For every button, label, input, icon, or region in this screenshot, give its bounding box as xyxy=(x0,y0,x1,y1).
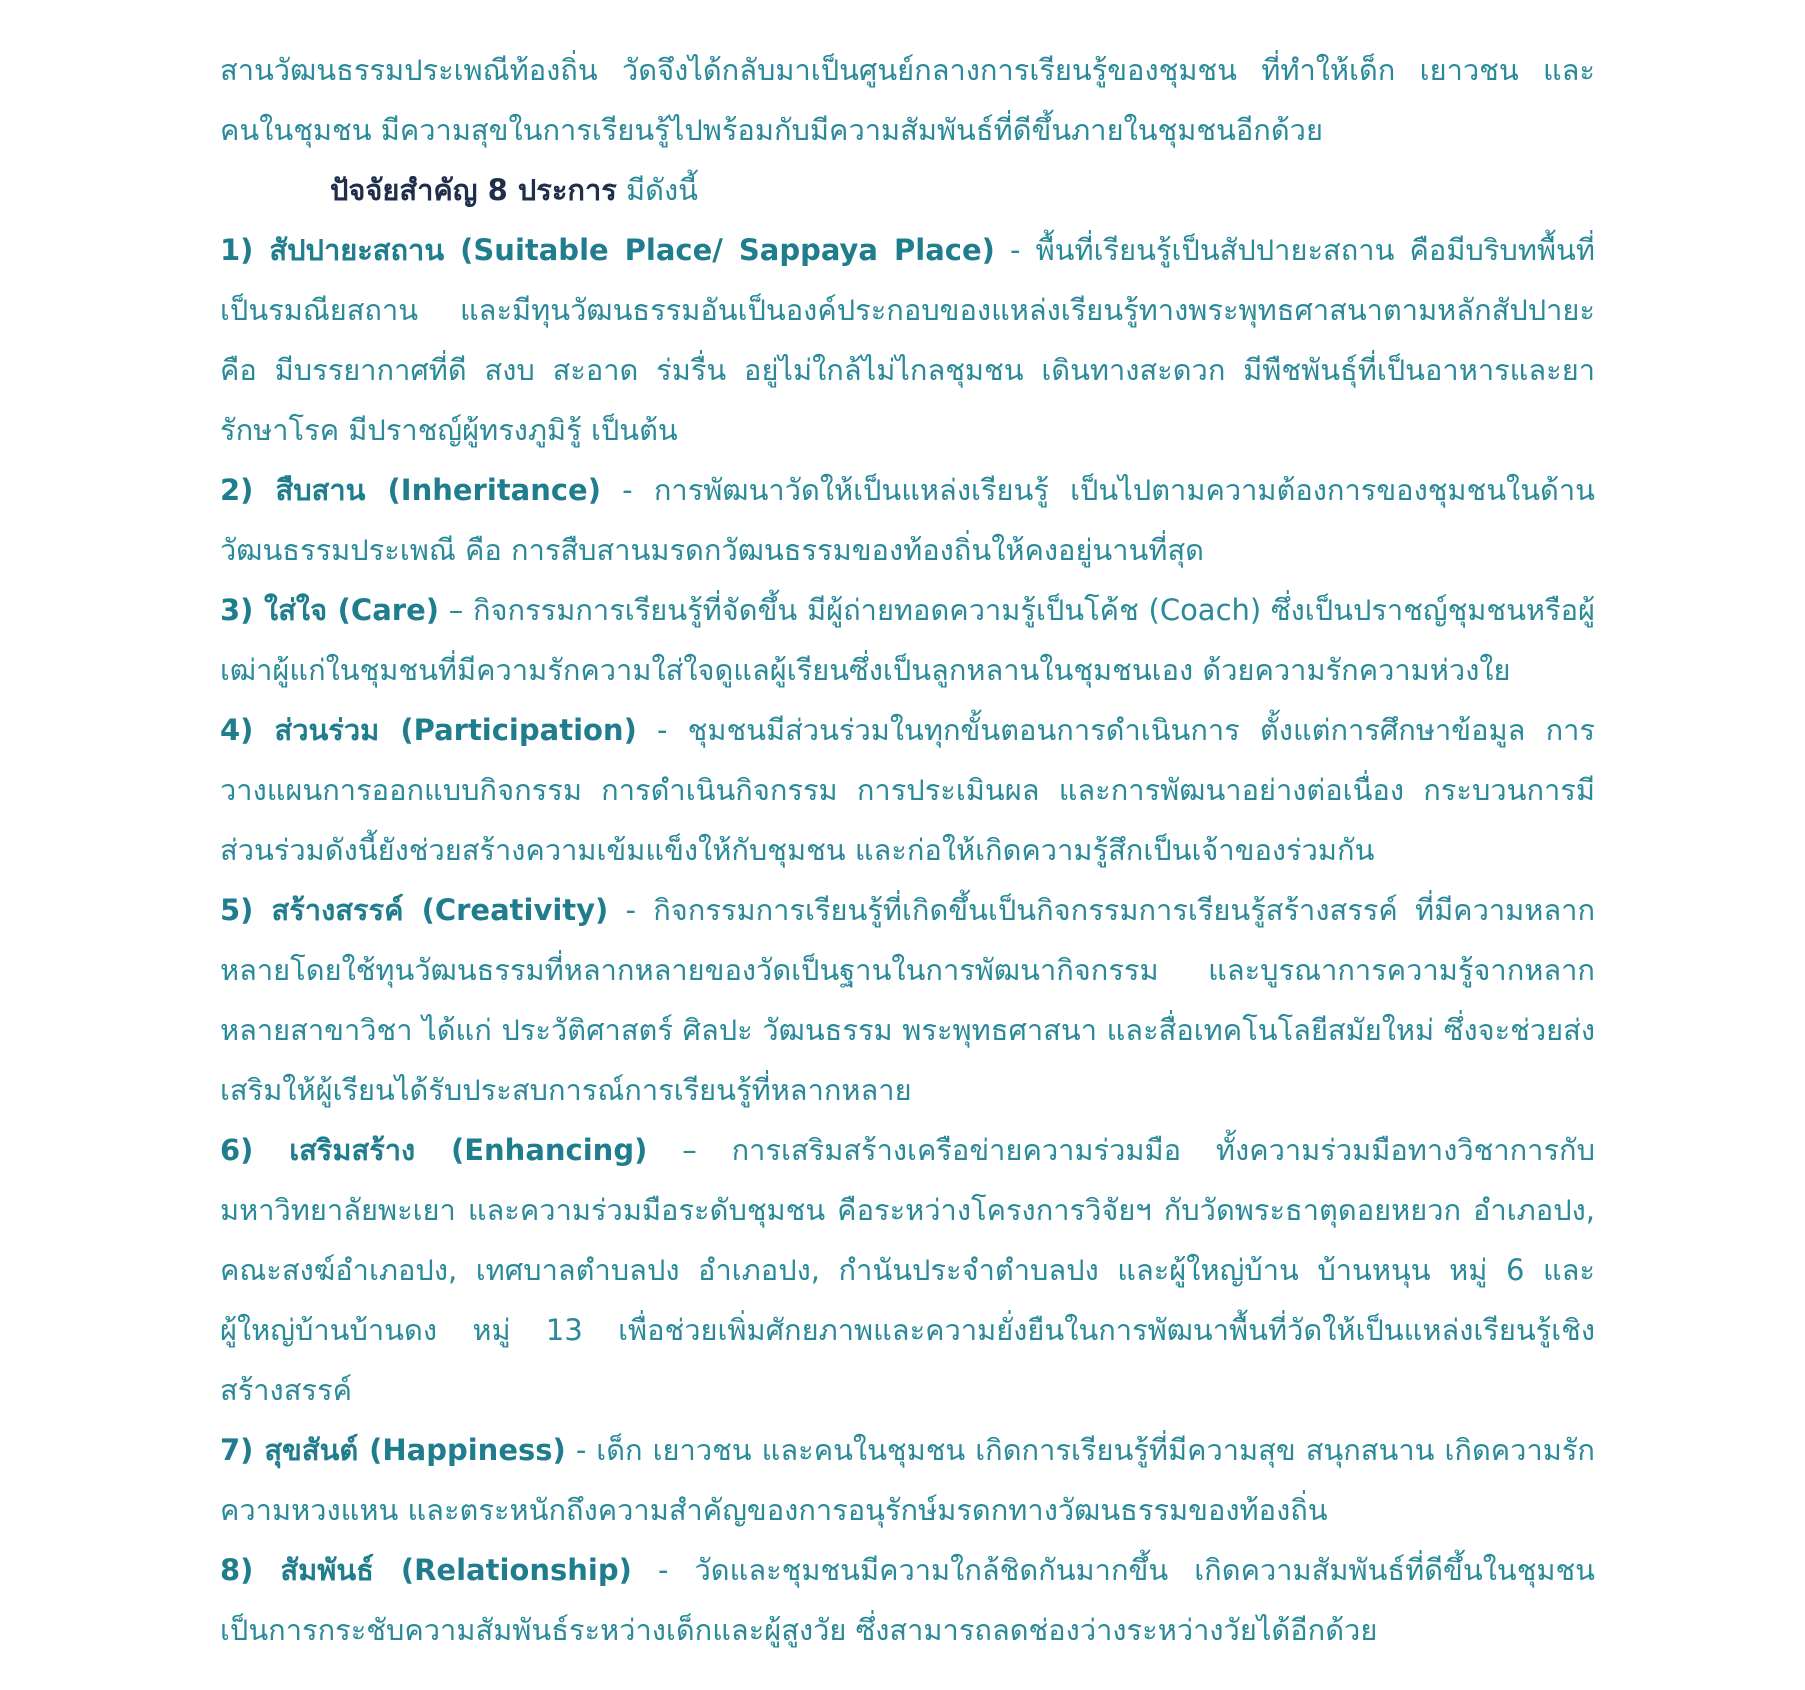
document-page xyxy=(220,40,1595,1660)
factors-heading-rest: มีดังนี้ xyxy=(616,173,698,207)
factor-6-body: – การเสริมสร้างเครือข่ายความร่วมมือ ทั้งความร่วมมือทางวิชาการกับมหาวิทยาลัยพะเยา และความร่วมมือระดับชุมชน คือระหว่างโครงการวิจัยฯ กับวัดพระธาตุดอยหยวก อำเภอปง, คณะสงฆ์อำเภอปง, เทศบาลตำบลปง อำเภอปง, กำนันประจำตำบลปง และผู้ใหญ่บ้าน บ้านหนุน หมู่ 6 และผู้ใหญ่บ้านบ้านดง หมู่ 13 เพื่อช่วยเพิ่มศักยภาพและความยั่งยืนในการพัฒนาพื้นที่วัดให้เป็นแหล่งเรียนรู้เชิงสร้างสรรค์ xyxy=(220,1133,1595,1407)
factor-4-body: - ชุมชนมีส่วนร่วมในทุกขั้นตอนการดำเนินการ ตั้งแต่การศึกษาข้อมูล การวางแผนการออกแบบกิจกรรม การดำเนินกิจกรรม การประเมินผล และการพัฒนาอย่างต่อเนื่อง กระบวนการมีส่วนร่วมดังนี้ยังช่วยสร้างความเข้มแข็งให้กับชุมชน และก่อให้เกิดความรู้สึกเป็นเจ้าของร่วมกัน xyxy=(220,713,1596,867)
factor-1 xyxy=(220,220,1595,460)
factor-3 xyxy=(220,580,1595,700)
factor-5 xyxy=(220,880,1595,1120)
factor-1-body: - พื้นที่เรียนรู้เป็นสัปปายะสถาน คือมีบริบทพื้นที่เป็นรมณียสถาน และมีทุนวัฒนธรรมอันเป็นองค์ประกอบของแหล่งเรียนรู้ทางพระพุทธศาสนาตามหลักสัปปายะ คือ มีบรรยากาศที่ดี สงบ สะอาด ร่มรื่น อยู่ไม่ใกล้ไม่ไกลชุมชน เดินทางสะดวก มีพืชพันธุ์ที่เป็นอาหารและยารักษาโรค มีปราชญ์ผู้ทรงภูมิรู้ เป็นต้น xyxy=(220,233,1595,447)
intro-paragraph: สานวัฒนธรรมประเพณีท้องถิ่น วัดจึงได้กลับมาเป็นศูนย์กลางการเรียนรู้ของชุมชน ที่ทำให้เด็ก เยาวชน และคนในชุมชน มีความสุขในการเรียนรู้ไปพร้อมกับมีความสัมพันธ์ที่ดีขึ้นภายในชุมชนอีกด้วย xyxy=(220,53,1595,147)
factor-7-title: 7) สุขสันต์ (Happiness) xyxy=(220,1433,566,1467)
factor-2-body: - การพัฒนาวัดให้เป็นแหล่งเรียนรู้ เป็นไปตามความต้องการของชุมชนในด้านวัฒนธรรมประเพณี คือ การสืบสานมรดกวัฒนธรรมของท้องถิ่นให้คงอยู่นานที่สุด xyxy=(220,473,1595,567)
factor-6-title: 6) เสริมสร้าง (Enhancing) xyxy=(220,1133,648,1167)
factor-1-title: 1) สัปปายะสถาน (Suitable Place/ Sappaya Place) xyxy=(220,233,995,267)
factor-5-body: - กิจกรรมการเรียนรู้ที่เกิดขึ้นเป็นกิจกรรมการเรียนรู้สร้างสรรค์ ที่มีความหลากหลายโดยใช้ทุนวัฒนธรรมที่หลากหลายของวัดเป็นฐานในการพัฒนากิจกรรม และบูรณาการความรู้จากหลากหลายสาขาวิชา ได้แก่ ประวัติศาสตร์ ศิลปะ วัฒนธรรม พระพุทธศาสนา และสื่อเทคโนโลยีสมัยใหม่ ซึ่งจะช่วยส่งเสริมให้ผู้เรียนได้รับประสบการณ์การเรียนรู้ที่หลากหลาย xyxy=(220,893,1595,1107)
factor-3-body: – กิจกรรมการเรียนรู้ที่จัดขึ้น มีผู้ถ่ายทอดความรู้เป็นโค้ช (Coach) ซึ่งเป็นปราชญ์ชุมชนหรือผู้เฒ่าผู้แก่ในชุมชนที่มีความรักความใส่ใจดูแลผู้เรียนซึ่งเป็นลูกหลานในชุมชนเอง ด้วยความรักความห่วงใย xyxy=(220,593,1596,687)
factor-8-body: - วัดและชุมชนมีความใกล้ชิดกันมากขึ้น เกิดความสัมพันธ์ที่ดีขึ้นในชุมชน เป็นการกระชับความสัมพันธ์ระหว่างเด็กและผู้สูงวัย ซึ่งสามารถลดช่องว่างระหว่างวัยได้อีกด้วย xyxy=(220,1553,1595,1647)
factor-8-title: 8) สัมพันธ์ (Relationship) xyxy=(220,1553,632,1587)
factor-6 xyxy=(220,1120,1595,1420)
factors-heading-bold: ปัจจัยสำคัญ 8 ประการ xyxy=(330,173,617,207)
factor-3-title: 3) ใส่ใจ (Care) xyxy=(220,593,440,627)
factor-4-title: 4) ส่วนร่วม (Participation) xyxy=(220,713,637,747)
factors-heading xyxy=(220,160,1595,220)
factor-4 xyxy=(220,700,1595,880)
factor-2 xyxy=(220,460,1595,580)
factor-8 xyxy=(220,1540,1595,1660)
factor-5-title: 5) สร้างสรรค์ (Creativity) xyxy=(220,893,609,927)
factor-2-title: 2) สืบสาน (Inheritance) xyxy=(220,473,601,507)
factor-7 xyxy=(220,1420,1595,1540)
factor-7-body: - เด็ก เยาวชน และคนในชุมชน เกิดการเรียนรู้ที่มีความสุข สนุกสนาน เกิดความรัก ความหวงแหน และตระหนักถึงความสำคัญของการอนุรักษ์มรดกทางวัฒนธรรมของท้องถิ่น xyxy=(220,1433,1595,1527)
